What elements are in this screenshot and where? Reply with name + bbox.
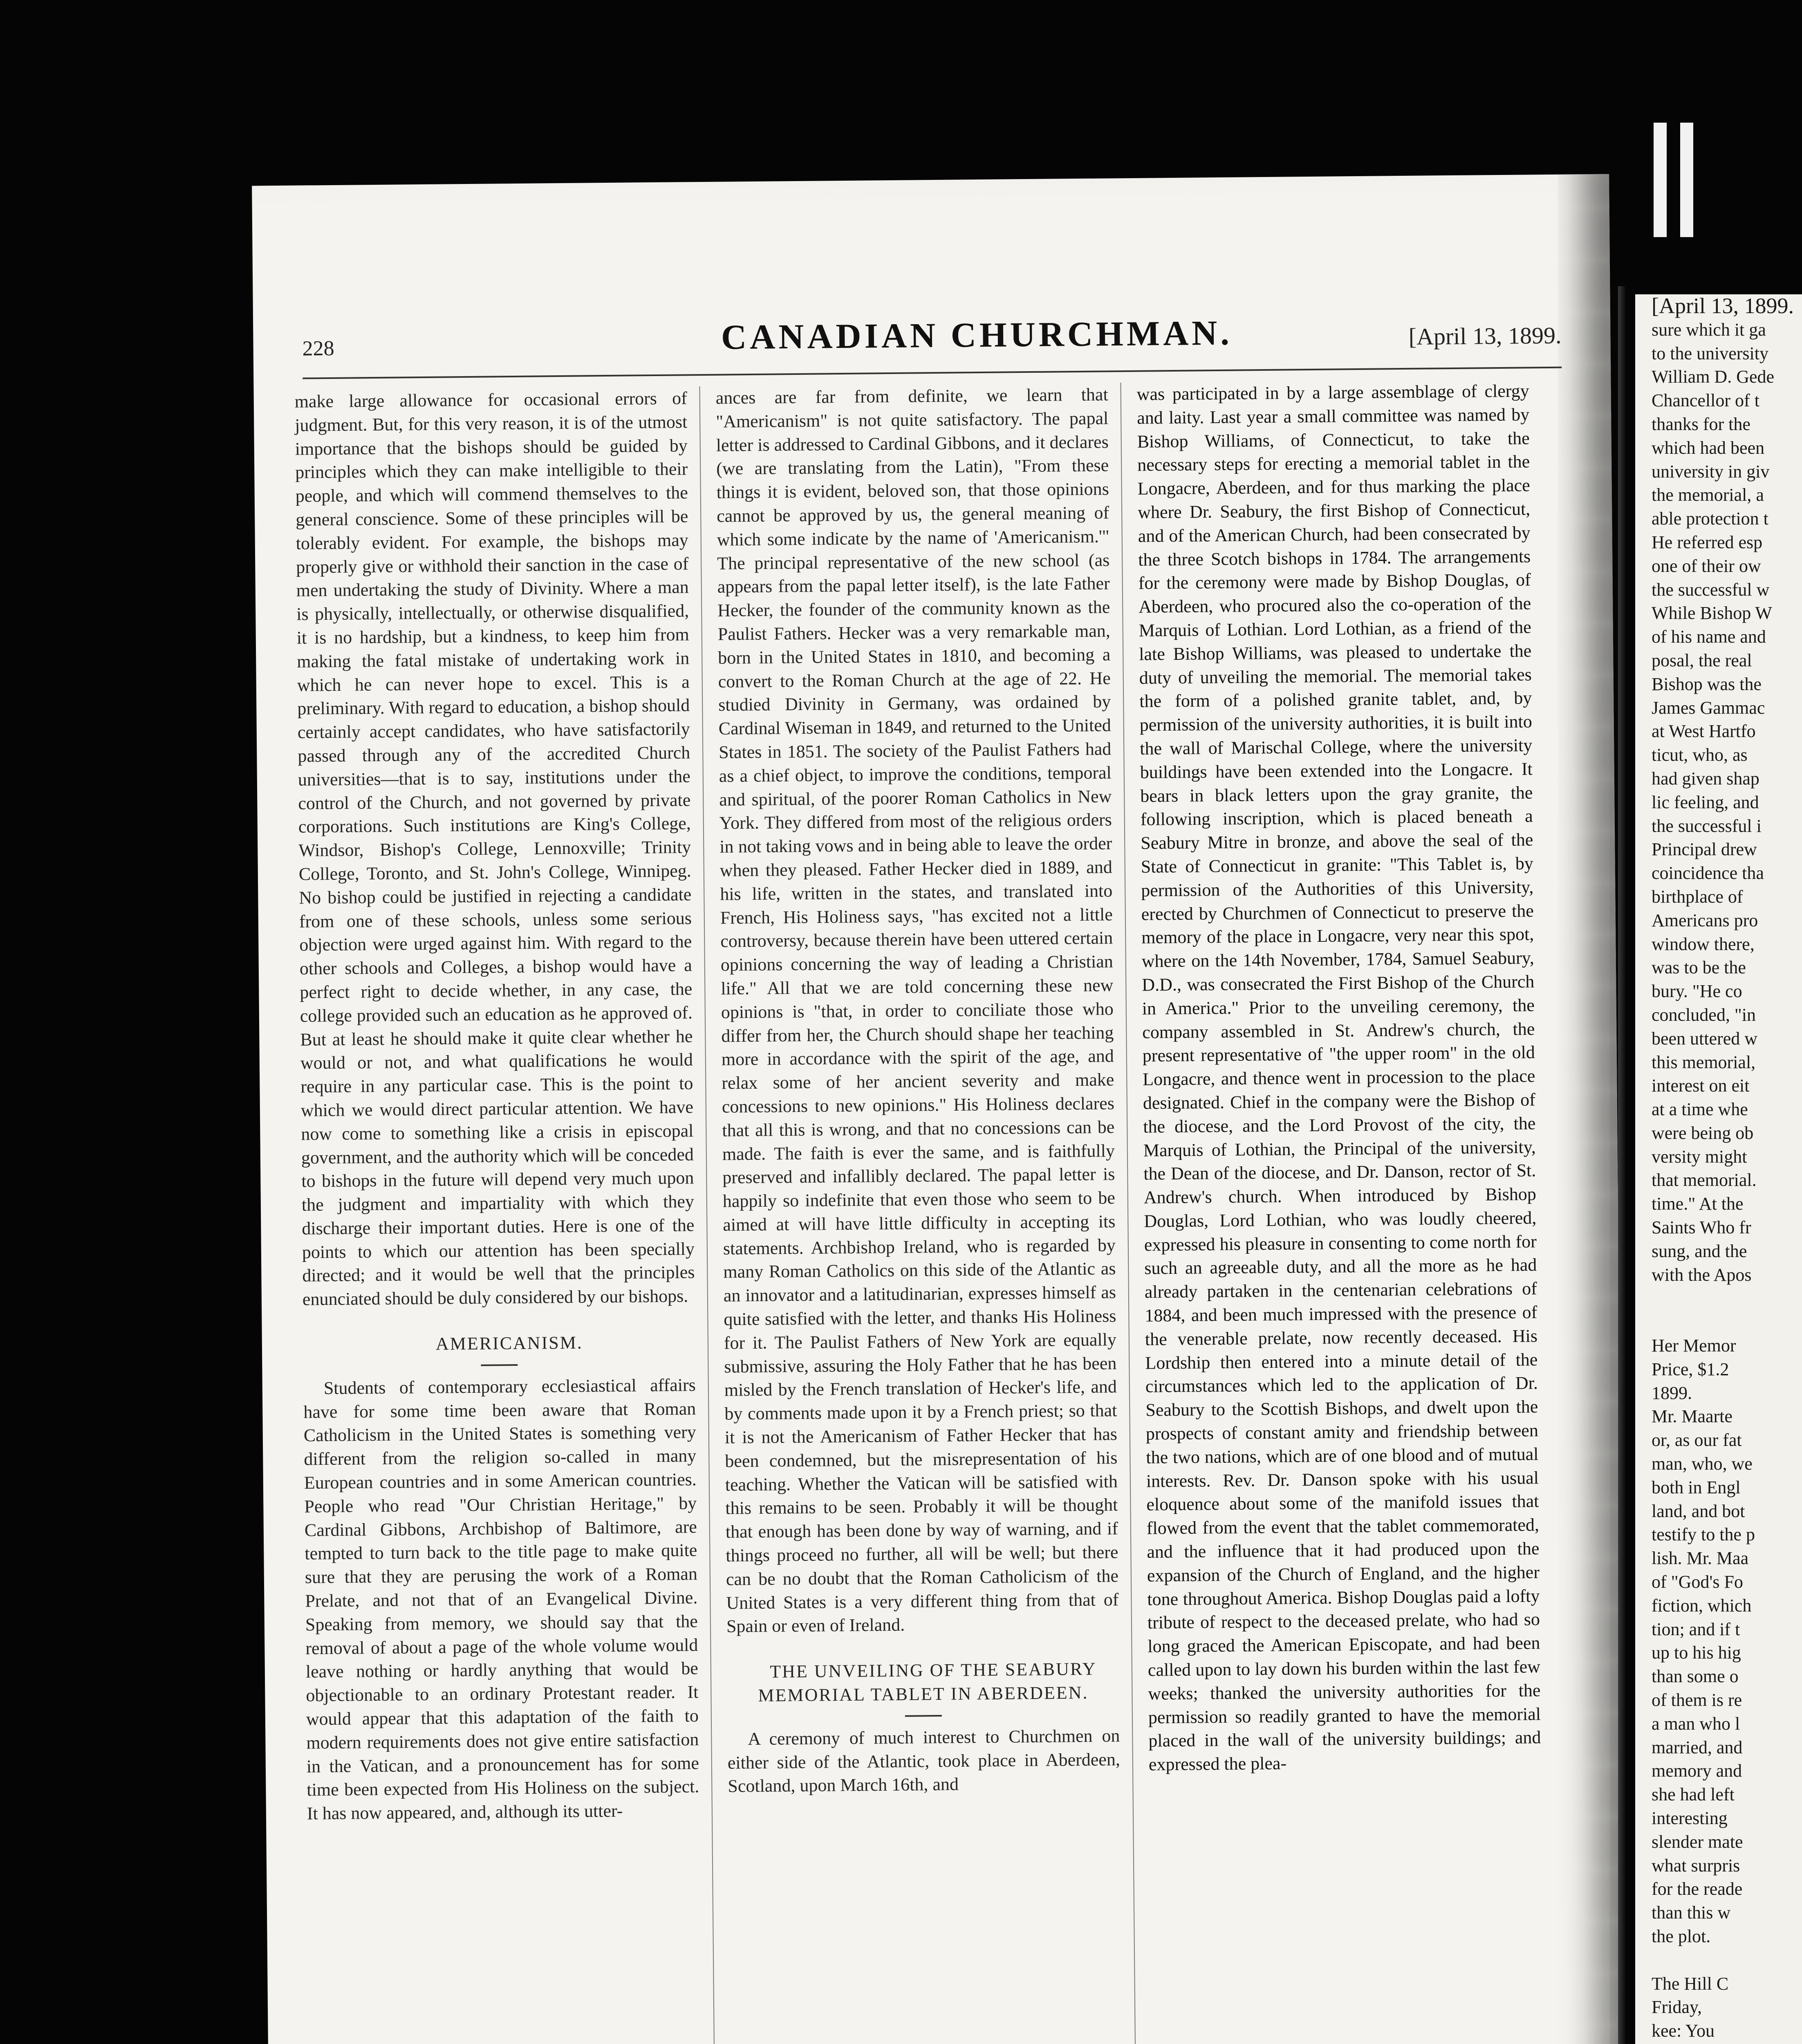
adjacent-line: window there, [1652,934,1755,954]
adjacent-line: lic feeling, and [1652,792,1759,812]
adjacent-line: at a time whe [1652,1099,1748,1120]
adjacent-line: tion; and if t [1652,1619,1740,1639]
adjacent-line: interesting [1652,1808,1728,1828]
adjacent-line: was to be the [1652,957,1746,978]
adjacent-line: of them is re [1652,1690,1742,1710]
page-header [302,309,1562,365]
header-rule [303,367,1562,379]
adjacent-line: concluded, "in [1652,1004,1756,1025]
americanism-continued: ances are far from definite, we learn that "Americanism" is not quite satisfactory. The papal letter is addressed to Cardinal Gibbons, and it declares (we are translating from the Latin), "From these things it is evident, beloved son, that those opinions cannot be approved by us, the general meaning of which some indicate by the name of 'Americanism.'" The principal representative of the new school (as appears from the papal letter itself), is the late Father Hecker, the founder of the community known as the Paulist Fathers. Hecker was a very remarkable man, born in the United States in 1810, and becoming a convert to the Roman Church at the age of 22. He studied Divinity in Germany, was ordained by Cardinal Wiseman in 1849, and returned to the United States in 1851. The society of the Paulist Fathers had as a chief object, to improve the conditions, temporal and spiritual, of the poorer Roman Catholics in New York. They differed from most of the religious orders in not taking vows and in being able to leave the order when they pleased. Father Hecker died in 1889, and his life, written in the states, and translated into French, His Holiness says, "has excited not a little controversy, because therein have been uttered certain opinions concerning the way of leading a Christian life." All that we are told concerning these new opinions is "that, in order to conciliate those who differ from her, the Church should shape her teaching more in accordance with the spirit of the age, and relax some of her ancient severity and make concessions to new opinions." His Holiness declares that all this is wrong, and that no concessions can be made. The faith is ever the same, and is faithfully preserved and infallibly declared. The papal letter is happily so indefinite that even those who seem to be aimed at will have little difficulty in accepting its statements. Archbishop Ireland, who is regarded by many Roman Catholics on this side of the Atlantic as an innovator and a latitudinarian, expresses himself as quite satisfied with the letter, and thanks His Holiness for it. The Paulist Fathers of New York are equally submissive, assuring the Holy Father that he has been misled by the French translation of Hecker's life, and by comments made upon it by a French priest; so that it is not the Americanism of Father Hecker that has been condemned, but the misrepresentation of his teaching. Whether the Vatican will be satisfied with this remains to be seen. Probably it will be thought that enough has been done by way of warning, and if things proceed no further, all will be well; but there can be no doubt that the Roman Catholicism of the United States is a very different thing from that of Spain or even of Ireland. [715,384,1119,1637]
adjacent-line: thanks for the [1652,414,1750,434]
adjacent-line: He referred esp [1652,532,1763,552]
adjacent-line: which had been [1652,437,1765,458]
adjacent-line: coincidence tha [1652,863,1764,883]
adjacent-line: of "God's Fo [1652,1572,1743,1592]
adjacent-line: the memorial, a [1652,485,1764,505]
adjacent-line: up to his hig [1652,1643,1741,1663]
column-divider [699,386,717,2044]
column-3 [1136,379,1541,1776]
adjacent-line: been uttered w [1652,1028,1757,1049]
adjacent-line: one of their ow [1652,556,1761,576]
page-edge [1618,286,1625,2044]
adjacent-line: birthplace of [1652,886,1743,907]
adjacent-line: Price, $1.2 [1652,1359,1729,1379]
adjacent-line: The Hill C [1652,1973,1729,1994]
adjacent-line: bury. "He co [1652,981,1742,1002]
adjacent-line: than this w [1652,1903,1731,1923]
adjacent-line: fiction, which [1652,1595,1752,1616]
adjacent-line: for the reade [1652,1879,1743,1899]
section-rule [481,1364,518,1366]
film-marker-top [1680,123,1693,237]
adjacent-line: than some o [1652,1666,1739,1687]
seabury-paragraph: A ceremony of much interest to Churchmen on either side of the Atlantic, took place in Aberdeen, Scotland, upon March 16th, and [727,1726,1121,1797]
adjacent-line: Chancellor of t [1652,390,1759,411]
adjacent-blank-line [1652,1286,1799,1310]
adjacent-dateline: [April 13, 1899. [1652,294,1794,318]
adjacent-line: sung, and the [1652,1241,1747,1261]
adjacent-line: land, and bot [1652,1501,1745,1521]
adjacent-line: or, as our fat [1652,1430,1742,1450]
adjacent-line: Mr. Maarte [1652,1406,1733,1427]
adjacent-line: Bishop was the [1652,674,1762,694]
adjacent-line: versity might [1652,1146,1747,1167]
adjacent-line: what surpris [1652,1855,1740,1876]
adjacent-line: James Gammac [1652,697,1765,718]
adjacent-line: memory and [1652,1761,1742,1781]
section-rule [905,1715,942,1717]
adjacent-line: at West Hartfo [1652,721,1756,742]
adjacent-line: with the Apos [1652,1264,1752,1285]
adjacent-line: posal, the real [1652,650,1752,670]
adjacent-line: lish. Mr. Maa [1652,1548,1749,1569]
adjacent-line: able protection t [1652,509,1768,529]
adjacent-line: university in giv [1652,461,1770,482]
adjacent-line: married, and [1652,1737,1743,1757]
section-title-americanism: AMERICANISM. [435,1332,583,1354]
adjacent-page-text [1652,294,1799,2044]
seabury-continued: was participated in by a large assemblage of clergy and laity. Last year a small committee was named by Bishop Williams, of Connecticut, to take the necessary steps for erecting a memorial tablet in the Longacre, Aberdeen, and for thus marking the place where Dr. Seabury, the first Bishop of Connecticut, and of the American Church, had been consecrated by the three Scotch bishops in 1784. The arrangements for the ceremony were made by Bishop Douglas, of Aberdeen, who procured also the co-operation of the Marquis of Lothian. Lord Lothian, as a friend of the late Bishop Williams, was pleased to undertake the duty of unveiling the memorial. The memorial takes the form of a polished granite tablet, and, by permission of the university authorities, it is built into the wall of Marischal College, where the university buildings have been extended into the Longacre. It bears in black letters upon the gray granite, the following inscription, which is placed beneath a Seabury Mitre in bronze, and above the seal of the State of Connecticut in granite: "This Tablet is, by permission of the Authorities of this University, erected by Churchmen of Connecticut to preserve the memory of the place in Longacre, very near this spot, where on the 14th November, 1784, Samuel Seabury, D.D., was consecrated the First Bishop of the Church in America." Prior to the unveiling ceremony, the company assembled in St. Andrew's church, the present representative of "the upper room" in the old Longacre, and thence went in procession to the place designated. Chief in the company were the Bishop of the diocese, and the Lord Provost of the city, the Marquis of Lothian, the Principal of the university, the Dean of the diocese, and Dr. Danson, rector of St. Andrew's church. When introduced by Bishop Douglas, Lord Lothian, who was loudly cheered, expressed his pleasure in consenting to come north for such an agreeable duty, and all the more as he had already partaken in the centenarian celebrations of 1884, and been much impressed with the presence of the venerable prelate, now recently deceased. His Lordship then entered into a minute detail of the circumstances which led to the application of Dr. Seabury to the Scottish Bishops, and dwelt upon the prospects of constant amity and friendship between the two nations, which are of one blood and of mutual interests. Rev. Dr. Danson spoke with his usual eloquence about some of the manifold issues that flowed from the event that the tablet commemorated, and the influence that it had produced upon the expansion of the Church of England, and the higher tone throughout America. Bishop Douglas paid a lofty tribute of respect to the deceased prelate, who had so long graced the American Episcopate, and had been called upon to lay down his burden within the last few weeks; thanked the university authorities for the permission so readily granted to have the memorial placed in the wall of the university buildings; and expressed the plea- [1136,381,1541,1775]
adjacent-line: While Bishop W [1652,603,1772,623]
adjacent-line: the plot. [1652,1926,1711,1946]
editorial-paragraph: make large allowance for occasional errors of judgment. But, for this very reason, it is of the utmost importance that the bishops should be guided by principles which they can make intelligible to their people, and which will commend themselves to the general conscience. Some of these principles will be tolerably evident. For example, the bishops may properly give or withhold their sanction in the case of men undertaking the study of Divinity. Where a man is physically, intellectually, or otherwise disqualified, it is no hardship, but a kindness, to keep him from making the fatal mistake of undertaking work in which he can never hope to excel. This is a preliminary. With regard to education, a bishop should certainly accept candidates, who have satisfactorily passed through any of the accredited Church universities—that is to say, institutions under the control of the Church, and not governed by private corporations. Such institutions are King's College, Windsor, Bishop's College, Lennoxville; Trinity College, Toronto, and St. John's College, Winnipeg. No bishop could be justified in rejecting a candidate from one of these schools, unless some serious objection were urged against him. With regard to the other schools and Colleges, a bishop would have a perfect right to decide whether, in any case, the college provided such an education as he approved of. But at least he should make it quite clear whether he would or not, and what qualifications he would require in any particular case. This is the point to which we would direct particular attention. We have now come to something like a crisis in episcopal government, and the authority which will be conceded to bishops in the future will depend very much upon the judgment and impartiality with which they discharge their important duties. Here is one of the points to which our attention has been specially directed; and it would be well that the principles enunciated should be duly considered by our bishops. [294,388,695,1309]
adjacent-line: the successful w [1652,579,1770,600]
adjacent-line: Principal drew [1652,839,1757,860]
adjacent-page [1635,294,1802,2044]
adjacent-line: were being ob [1652,1123,1754,1143]
film-marker-top [1654,123,1667,237]
adjacent-line: Her Memor [1652,1336,1736,1356]
column-1 [295,386,700,1825]
adjacent-line: kee: You [1652,2021,1715,2041]
adjacent-line: to the university [1652,343,1768,363]
adjacent-line: time." At the [1652,1194,1744,1214]
adjacent-blank-line [1652,1948,1799,1972]
adjacent-blank-line [1652,1310,1799,1334]
adjacent-line: a man who l [1652,1713,1740,1734]
adjacent-line: Americans pro [1652,910,1758,930]
column-divider [1120,383,1139,2044]
adjacent-line: that memorial. [1652,1170,1757,1190]
section-title-seabury: THE UNVEILING OF THE SEABURY MEMORIAL TABLET IN ABERDEEN. [758,1659,1097,1706]
adjacent-line: ticut, who, as [1652,745,1748,765]
adjacent-line: interest on eit [1652,1076,1750,1096]
adjacent-line: testify to the p [1652,1524,1755,1545]
adjacent-line: William D. Gede [1652,367,1775,387]
adjacent-line: 1899. [1652,1383,1692,1403]
adjacent-line: of his name and [1652,627,1766,647]
adjacent-line: Saints Who fr [1652,1217,1751,1238]
adjacent-line: the successful i [1652,816,1762,836]
column-2 [715,383,1120,1798]
adjacent-line: both in Engl [1652,1477,1741,1497]
adjacent-line: man, who, we [1652,1454,1753,1474]
page-number: 228 [302,336,334,361]
newspaper-page [252,174,1629,2044]
adjacent-line: had given shap [1652,768,1759,789]
adjacent-line: slender mate [1652,1831,1743,1852]
masthead-title: CANADIAN CHURCHMAN. [721,313,1233,357]
adjacent-line: sure which it ga [1652,319,1766,340]
americanism-paragraph: Students of contemporary ecclesiastical affairs have for some time been aware that Roman Catholicism in the United States is something very different from the religion so-called in many European countries and in some American countries. People who read "Our Christian Heritage," by Cardinal Gibbons, Archbishop of Baltimore, are tempted to turn back to the title page to make quite sure that they are perusing the work of a Roman Prelate, and not that of an Evangelical Divine. Speaking from memory, we should say that the removal of about a page of the whole volume would leave nothing or hardly anything that would be objectionable to an ordinary Protestant reader. It would appear that this adaptation of the faith to modern requirements does not give entire satisfaction in the Vatican, and a pronouncement has for some time been expected from His Holiness on the subject. It has now appeared, and, although its utter- [303,1375,699,1824]
adjacent-line: she had left [1652,1784,1735,1805]
adjacent-line: Friday, [1652,1997,1702,2017]
adjacent-line: this memorial, [1652,1052,1756,1072]
issue-dateline: [April 13, 1899. [1408,322,1562,350]
